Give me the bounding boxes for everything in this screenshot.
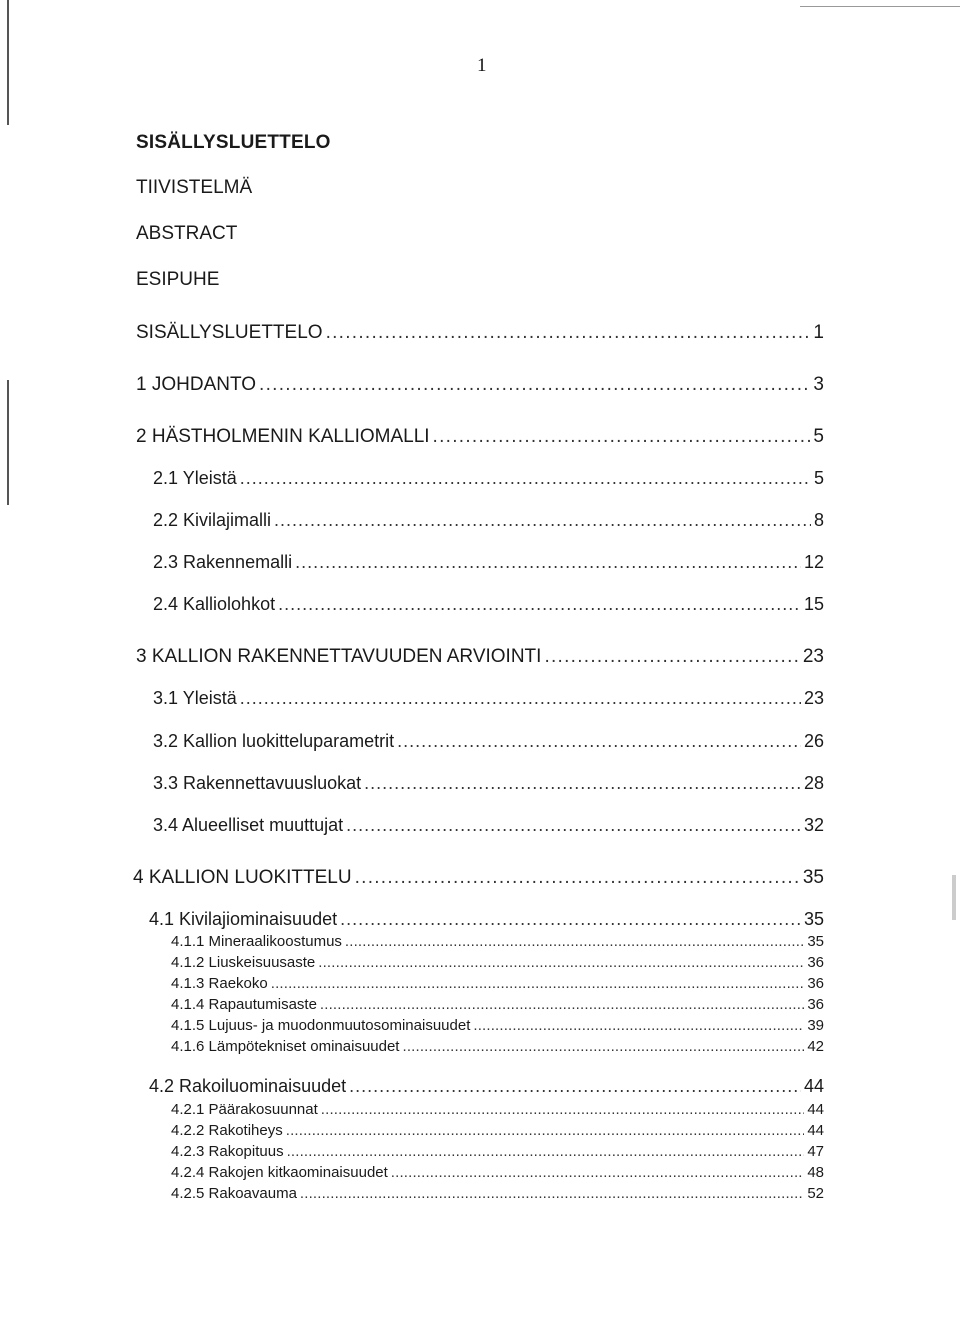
toc-dot-leader xyxy=(397,731,801,752)
toc-entry-page: 44 xyxy=(807,1101,824,1118)
front-matter-item: ESIPUHE xyxy=(136,269,220,290)
toc-dot-leader xyxy=(286,1122,805,1139)
toc-entry-page: 44 xyxy=(807,1122,824,1139)
toc-entry-page: 36 xyxy=(807,954,824,971)
toc-dot-leader xyxy=(278,594,801,615)
toc-dot-leader xyxy=(544,646,799,668)
toc-entry-label: 3 KALLION RAKENNETTAVUUDEN ARVIOINTI xyxy=(136,646,542,667)
page-number: 1 xyxy=(477,55,487,76)
toc-entry-page: 44 xyxy=(803,1076,824,1096)
toc-entry xyxy=(153,468,824,489)
toc-dot-leader xyxy=(320,996,804,1013)
toc-entry-label: 4.1.4 Rapautumisaste xyxy=(171,996,317,1013)
toc-dot-leader xyxy=(300,1185,804,1202)
toc-dot-leader xyxy=(346,815,801,836)
toc-entry-label: 1 JOHDANTO xyxy=(136,374,257,395)
toc-entry xyxy=(136,374,824,396)
toc-entry-page: 15 xyxy=(803,594,824,614)
toc-entry xyxy=(171,996,824,1013)
toc-entry-page: 23 xyxy=(802,646,824,667)
toc-entry xyxy=(171,1185,824,1202)
toc-entry-page: 8 xyxy=(813,510,824,530)
toc-entry-label: 4.1.6 Lämpötekniset ominaisuudet xyxy=(171,1038,400,1055)
toc-entry xyxy=(153,773,824,794)
toc-entry xyxy=(171,1038,824,1055)
toc-entry xyxy=(153,594,824,615)
toc-entry-label: 4.2.2 Rakotiheys xyxy=(171,1122,283,1139)
toc-entry-page: 39 xyxy=(807,1017,824,1034)
toc-entry-page: 35 xyxy=(807,933,824,950)
toc-entry-page: 36 xyxy=(807,996,824,1013)
toc-entry-label: 3.1 Yleistä xyxy=(153,688,237,708)
toc-entry xyxy=(136,646,824,668)
toc-entry xyxy=(171,1143,824,1160)
toc-heading: SISÄLLYSLUETTELO xyxy=(136,132,331,153)
toc-entry-page: 52 xyxy=(807,1185,824,1202)
toc-entry-label: 3.4 Alueelliset muuttujat xyxy=(153,815,344,835)
toc-entry-label: 3.2 Kallion luokitteluparametrit xyxy=(153,731,395,751)
toc-entry-label: 2.3 Rakennemalli xyxy=(153,552,293,572)
toc-entry-page: 35 xyxy=(802,867,824,888)
toc-entry-label: 4.2.3 Rakopituus xyxy=(171,1143,284,1160)
toc-dot-leader xyxy=(259,374,810,396)
toc-dot-leader xyxy=(318,954,804,971)
toc-entry-label: 4.1.1 Mineraalikoostumus xyxy=(171,933,342,950)
toc-entry-label: SISÄLLYSLUETTELO xyxy=(136,322,323,343)
toc-dot-leader xyxy=(349,1076,801,1097)
toc-entry xyxy=(136,322,824,344)
toc-dot-leader xyxy=(355,867,800,889)
toc-dot-leader xyxy=(433,426,811,448)
toc-dot-leader xyxy=(345,933,804,950)
scan-mark-right-edge xyxy=(952,875,956,920)
toc-entry-label: 3.3 Rakennettavuusluokat xyxy=(153,773,362,793)
toc-entry-page: 3 xyxy=(813,374,824,395)
toc-dot-leader xyxy=(391,1164,805,1181)
toc-dot-leader xyxy=(473,1017,804,1034)
toc-entry xyxy=(153,731,824,752)
toc-entry-label: 4.1.2 Liuskeisuusaste xyxy=(171,954,316,971)
toc-entry-label: 4.2.4 Rakojen kitkaominaisuudet xyxy=(171,1164,388,1181)
front-matter-item: TIIVISTELMÄ xyxy=(136,177,253,198)
toc-entry xyxy=(171,975,824,992)
toc-dot-leader xyxy=(274,510,811,531)
toc-dot-leader xyxy=(240,688,801,709)
toc-entry xyxy=(149,1076,824,1097)
toc-entry-page: 48 xyxy=(807,1164,824,1181)
toc-entry-label: 4.2 Rakoiluominaisuudet xyxy=(149,1076,347,1096)
toc-entry-page: 35 xyxy=(803,909,824,929)
toc-entry xyxy=(171,1101,824,1118)
toc-entry-page: 1 xyxy=(813,322,824,343)
toc-entry xyxy=(133,867,824,889)
toc-entry xyxy=(153,815,824,836)
toc-entry-label: 4.2.5 Rakoavauma xyxy=(171,1185,297,1202)
toc-dot-leader xyxy=(240,468,811,489)
toc-dot-leader xyxy=(271,975,805,992)
toc-entry-label: 2.4 Kalliolohkot xyxy=(153,594,276,614)
toc-entry xyxy=(136,426,824,448)
toc-entry-page: 26 xyxy=(803,731,824,751)
front-matter-item: ABSTRACT xyxy=(136,223,238,244)
toc-dot-leader xyxy=(326,322,811,344)
toc-entry xyxy=(171,1017,824,1034)
toc-entry-page: 5 xyxy=(813,468,824,488)
scan-mark-top-right xyxy=(800,6,960,7)
toc-entry-label: 4.2.1 Päärakosuunnat xyxy=(171,1101,318,1118)
toc-entry xyxy=(149,909,824,930)
toc-entry xyxy=(171,933,824,950)
toc-entry-label: 2 HÄSTHOLMENIN KALLIOMALLI xyxy=(136,426,430,447)
toc-entry-label: 4 KALLION LUOKITTELU xyxy=(133,867,352,888)
toc-entry-label: 4.1 Kivilajiominaisuudet xyxy=(149,909,338,929)
toc-dot-leader xyxy=(321,1101,805,1118)
toc-dot-leader xyxy=(287,1143,805,1160)
toc-dot-leader xyxy=(364,773,801,794)
toc-entry xyxy=(153,552,824,573)
toc-entry-page: 23 xyxy=(803,688,824,708)
toc-entry-page: 28 xyxy=(803,773,824,793)
toc-entry xyxy=(153,510,824,531)
toc-entry-label: 2.2 Kivilajimalli xyxy=(153,510,272,530)
toc-entry-page: 36 xyxy=(807,975,824,992)
toc-entry xyxy=(171,954,824,971)
toc-entry-label: 4.1.5 Lujuus- ja muodonmuutosominaisuudet xyxy=(171,1017,471,1034)
scan-mark-left-mid xyxy=(7,380,9,505)
toc-entry-page: 5 xyxy=(813,426,824,447)
toc-entry-page: 42 xyxy=(807,1038,824,1055)
toc-entry-page: 47 xyxy=(807,1143,824,1160)
toc-entry xyxy=(153,688,824,709)
toc-dot-leader xyxy=(402,1038,804,1055)
toc-entry xyxy=(171,1164,824,1181)
toc-dot-leader xyxy=(340,909,801,930)
toc-entry-page: 12 xyxy=(803,552,824,572)
scan-mark-left-top xyxy=(7,0,9,125)
toc-entry-label: 2.1 Yleistä xyxy=(153,468,237,488)
toc-entry-label: 4.1.3 Raekoko xyxy=(171,975,268,992)
toc-entry-page: 32 xyxy=(803,815,824,835)
toc-dot-leader xyxy=(295,552,801,573)
toc-entry xyxy=(171,1122,824,1139)
